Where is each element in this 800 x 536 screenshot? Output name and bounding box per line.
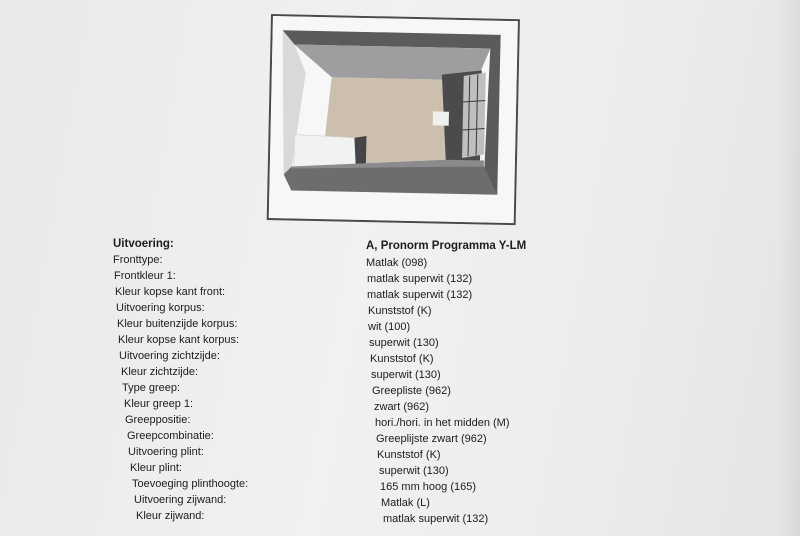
- spec-label: Kleur kopse kant front:: [115, 286, 226, 298]
- spec-label: Greepcombinatie:: [127, 430, 214, 442]
- spec-value: matlak superwit (132): [383, 513, 489, 525]
- spec-label: Uitvoering plint:: [128, 446, 204, 458]
- spec-label: Uitvoering zijwand:: [134, 494, 227, 506]
- page-edge-shadow: [778, 0, 800, 536]
- spec-value: zwart (962): [374, 401, 430, 413]
- spec-label: Kleur greep 1:: [124, 398, 194, 410]
- spec-label: Fronttype:: [113, 254, 163, 266]
- spec-label: Kleur zichtzijde:: [121, 366, 199, 378]
- spec-value: Kunststof (K): [370, 353, 434, 365]
- spec-value: Kunststof (K): [368, 305, 432, 317]
- spec-value: Matlak (098): [366, 257, 428, 269]
- spec-value: superwit (130): [371, 369, 441, 381]
- spec-value: superwit (130): [369, 337, 439, 349]
- spec-value: Kunststof (K): [377, 449, 441, 461]
- section-title: Uitvoering:: [113, 238, 174, 250]
- spec-label: Kleur plint:: [130, 462, 182, 474]
- spec-value: superwit (130): [379, 465, 449, 477]
- spec-label: Uitvoering zichtzijde:: [119, 350, 220, 362]
- spec-label: Uitvoering korpus:: [116, 302, 205, 314]
- island-counter: [294, 135, 357, 168]
- spec-label: Toevoeging plinthoogte:: [132, 478, 249, 490]
- spec-value: hori./hori. in het midden (M): [375, 417, 510, 429]
- kitchen-render-image: [267, 14, 520, 225]
- kitchen-3d-view: [269, 16, 518, 223]
- spec-value: Matlak (L): [381, 497, 430, 509]
- spec-label: Kleur kopse kant korpus:: [118, 334, 240, 346]
- spec-label: Type greep:: [122, 382, 181, 394]
- spec-label: Greeppositie:: [125, 414, 191, 426]
- spec-value: matlak superwit (132): [367, 289, 473, 301]
- spec-label: Frontkleur 1:: [114, 270, 176, 282]
- spec-value: Greepliste (962): [372, 385, 451, 397]
- spec-value: matlak superwit (132): [367, 273, 473, 285]
- spec-value: Greeplijste zwart (962): [376, 433, 487, 445]
- spec-value: 165 mm hoog (165): [380, 481, 476, 493]
- spec-label: Kleur buitenzijde korpus:: [117, 318, 238, 330]
- program-title: A, Pronorm Programma Y-LM: [366, 240, 527, 252]
- spec-label: Kleur zijwand:: [136, 510, 205, 522]
- spec-value: wit (100): [368, 321, 411, 333]
